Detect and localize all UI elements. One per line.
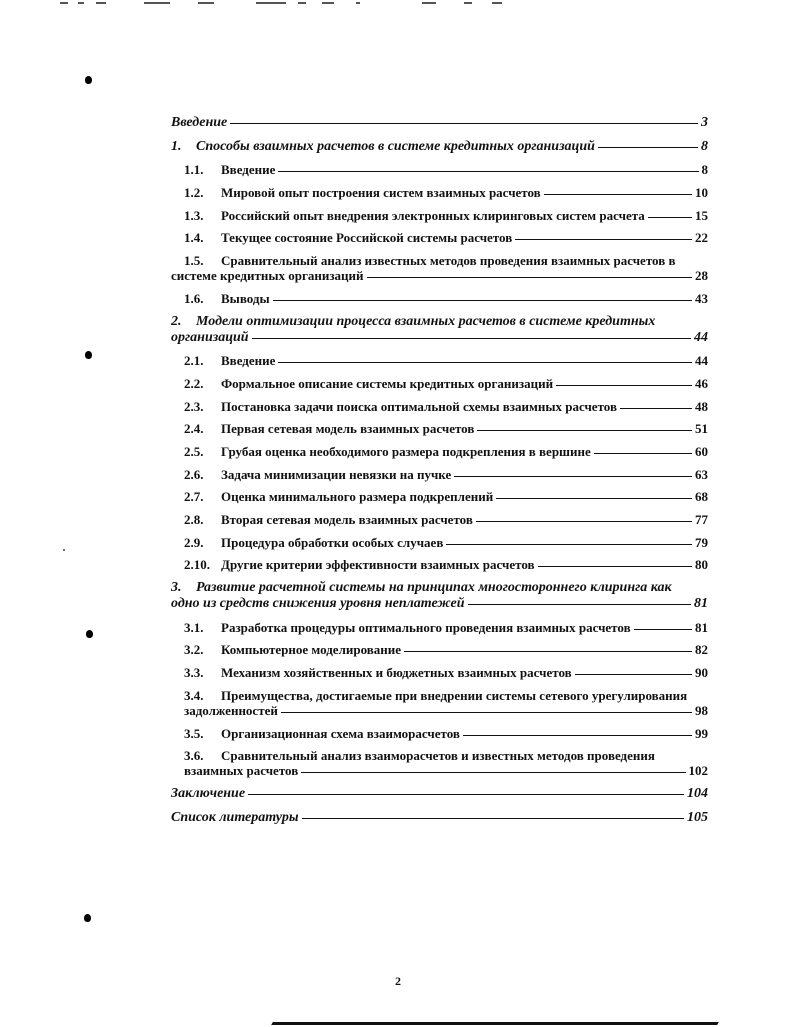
punch-hole-mark [85,76,92,84]
toc-section-1-2[interactable]: 1.2. Мировой опыт построения систем взаимных расчетов 10 [184,185,708,201]
toc-section-1-5[interactable]: 1.5. Сравнительный анализ известных методов проведения взаимных расчетов в системе кредитных организаций 28 [171,253,708,284]
toc-section-3-2[interactable]: 3.2. Компьютерное моделирование 82 [184,642,708,658]
toc-section-3-5[interactable]: 3.5. Организационная схема взаиморасчетов 99 [184,725,708,741]
page-number: 2 [395,974,401,988]
toc-section-3-4[interactable]: 3.4. Преимущества, достигаемые при внедрении системы сетевого урегулирования задолженностей 98 [184,687,708,718]
punch-hole-mark [84,914,91,922]
toc-section-1-4[interactable]: 1.4. Текущее состояние Российской системы расчетов 22 [184,230,708,246]
toc-chapter-3[interactable]: 3. Развитие расчетной системы на принципах многостороннего клиринга как одно из средств снижения уровня неплатежей 81 [171,580,708,612]
toc-section-3-1[interactable]: 3.1. Разработка процедуры оптимального проведения взаимных расчетов 81 [184,619,708,635]
punch-hole-mark [85,351,92,359]
toc-section-1-3[interactable]: 1.3. Российский опыт внедрения электронных клиринговых систем расчета 15 [184,207,708,223]
toc-section-2-1[interactable]: 2.1. Введение 44 [184,353,708,369]
toc-section-2-2[interactable]: 2.2. Формальное описание системы кредитных организаций 46 [184,375,708,391]
toc-entry-conclusion[interactable]: Заключение 104 [171,785,708,801]
toc-section-2-6[interactable]: 2.6. Задача минимизации невязки на пучке 63 [184,466,708,482]
table-of-contents [171,115,708,833]
dot-leader [598,147,698,148]
toc-section-1-6[interactable]: 1.6. Выводы 43 [184,290,708,306]
toc-section-2-4[interactable]: 2.4. Первая сетевая модель взаимных расчетов 51 [184,421,708,437]
toc-section-3-3[interactable]: 3.3. Механизм хозяйственных и бюджетных взаимных расчетов 90 [184,665,708,681]
toc-section-2-10[interactable]: 2.10. Другие критерии эффективности взаимных расчетов 80 [184,557,708,573]
toc-section-2-7[interactable]: 2.7. Оценка минимального размера подкреплений 68 [184,489,708,505]
toc-section-2-3[interactable]: 2.3. Постановка задачи поиска оптимальной схемы взаимных расчетов 48 [184,398,708,414]
toc-section-2-8[interactable]: 2.8. Вторая сетевая модель взаимных расчетов 77 [184,512,708,527]
toc-section-3-6[interactable]: 3.6. Сравнительный анализ взаиморасчетов и известных методов проведения взаимных расчетов 102 [184,748,708,779]
toc-section-2-9[interactable]: 2.9. Процедура обработки особых случаев 79 [184,534,708,550]
scan-noise-top [60,2,520,6]
toc-chapter-1[interactable]: 1. Способы взаимных расчетов в системе кредитных организаций 8 [171,138,708,154]
toc-chapter-2[interactable]: 2. Модели оптимизации процесса взаимных расчетов в системе кредитных организаций 44 [171,313,708,345]
toc-section-1-1[interactable]: 1.1. Введение 8 [184,162,708,178]
punch-hole-mark [86,630,93,638]
toc-entry-intro[interactable]: Введение 3 [171,115,708,130]
scan-speck [63,549,65,551]
toc-section-2-5[interactable]: 2.5. Грубая оценка необходимого размера подкрепления в вершине 60 [184,443,708,459]
dot-leader [230,123,698,124]
scan-edge-line [271,1022,719,1025]
toc-entry-references[interactable]: Список литературы 105 [171,809,708,825]
